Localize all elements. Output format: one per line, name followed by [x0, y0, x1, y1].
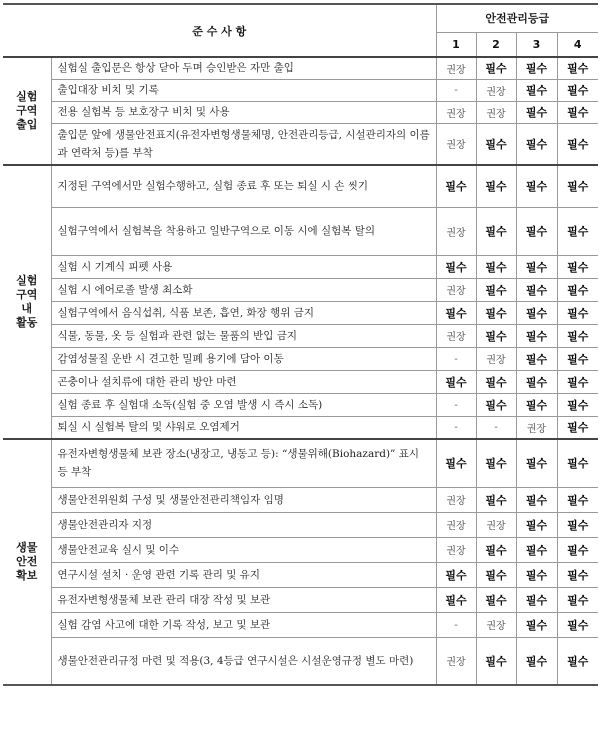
requirements-header: 준 수 사 항 [3, 4, 436, 57]
requirement-status: 필수 [525, 398, 548, 412]
requirement-status: 필수 [567, 398, 589, 412]
requirement-status: 필수 [525, 180, 548, 194]
level-4-header: 4 [557, 32, 598, 57]
requirement-status: - [454, 84, 458, 96]
requirement-row [3, 512, 598, 537]
requirement-text: 실험 종료 후 실험대 소독(실험 중 오염 발생 시 즉시 소독) [51, 393, 436, 416]
level-3-value [516, 393, 557, 416]
requirement-status: 필수 [567, 543, 589, 557]
level-4-value [557, 324, 598, 347]
level-1-value [436, 370, 476, 393]
requirement-row [3, 637, 598, 685]
requirement-status: 권장 [446, 657, 466, 669]
requirement-status: 필수 [445, 457, 467, 471]
level-1-value [436, 416, 476, 439]
level-4-value [557, 562, 598, 587]
level-4-value [557, 587, 598, 612]
level-4-value [557, 101, 598, 123]
requirement-status: 필수 [567, 137, 589, 151]
requirement-status: 권장 [446, 496, 466, 507]
level-1-value [436, 207, 476, 255]
level-3-value [516, 324, 557, 347]
requirement-status: - [454, 398, 458, 411]
level-2-value [476, 512, 516, 537]
requirement-status: 필수 [525, 375, 548, 389]
level-1-value [436, 278, 476, 301]
requirement-status: 필수 [567, 225, 589, 238]
requirement-status: 권장 [486, 521, 506, 532]
level-1-value [436, 562, 476, 587]
requirement-status: 필수 [525, 543, 548, 557]
requirement-text: 출입문 앞에 생물안전표지(유전자변형생물체명, 안전관리등급, 시설관리자의 이름과 연락처 등)를 부착 [51, 123, 436, 165]
requirement-status: 필수 [485, 283, 507, 297]
requirement-row [3, 393, 598, 416]
level-1-value [436, 324, 476, 347]
requirement-status: 필수 [567, 84, 589, 97]
requirement-status: 필수 [445, 306, 467, 320]
level-2-value [476, 101, 516, 123]
requirement-status: 권장 [486, 621, 506, 632]
requirement-status: 권장 [486, 108, 506, 120]
requirement-row [3, 278, 598, 301]
requirement-text: 유전자변형생물체 보관 장소(냉장고, 냉동고 등): “생물위해(Biohazard)” 표시 등 부착 [51, 439, 436, 487]
requirement-status: - [454, 352, 458, 365]
requirement-status: 필수 [525, 329, 548, 343]
level-3-value [516, 57, 557, 79]
requirement-text: 실험 시 기계식 피펫 사용 [51, 255, 436, 278]
level-2-value [476, 165, 516, 207]
level-4-value [557, 301, 598, 324]
level-4-value [557, 487, 598, 512]
level-3-value [516, 512, 557, 537]
requirement-row [3, 562, 598, 587]
requirement-status: 필수 [485, 543, 507, 557]
requirement-status: 필수 [445, 375, 467, 389]
requirement-status: 필수 [485, 654, 507, 668]
requirement-row [3, 370, 598, 393]
level-3-value [516, 587, 557, 612]
requirement-status: 필수 [485, 375, 507, 389]
requirement-status: 필수 [567, 457, 589, 471]
requirement-status: 권장 [486, 355, 506, 366]
requirement-text: 유전자변형생물체 보관 관리 대장 작성 및 보관 [51, 587, 436, 612]
requirement-row [3, 79, 598, 101]
requirement-text: 식물, 동물, 옷 등 실험과 관련 없는 물품의 반입 금지 [51, 324, 436, 347]
level-1-value [436, 123, 476, 165]
level-2-value [476, 439, 516, 487]
level-3-value [516, 370, 557, 393]
level-3-value [516, 562, 557, 587]
requirement-row [3, 416, 598, 439]
requirement-text: 실험실 출입문은 항상 닫아 두며 승인받은 자만 출입 [51, 57, 436, 79]
level-3-value [516, 487, 557, 512]
level-3-value [516, 278, 557, 301]
requirement-status: - [454, 421, 458, 434]
level-2-value [476, 79, 516, 101]
level-1-value [436, 57, 476, 79]
level-3-value [516, 207, 557, 255]
requirement-status: 권장 [446, 108, 466, 120]
requirement-status: 필수 [525, 225, 548, 238]
requirement-status: 필수 [567, 568, 589, 582]
level-4-value [557, 278, 598, 301]
requirement-status: 필수 [485, 137, 507, 151]
level-4-value [557, 207, 598, 255]
requirement-text: 실험구역에서 음식섭취, 식품 보존, 흡연, 화장 행위 금지 [51, 301, 436, 324]
level-2-value [476, 637, 516, 685]
requirement-status: 필수 [525, 654, 548, 668]
level-1-value [436, 612, 476, 637]
requirement-status: 필수 [525, 260, 548, 274]
requirement-row [3, 537, 598, 562]
group-label: 실험 구역 내 활동 [3, 165, 51, 439]
requirement-status: - [454, 618, 458, 631]
safety-level-header: 안전관리등급 [436, 4, 598, 32]
requirement-text: 퇴실 시 실험복 탈의 및 샤워로 오염제거 [51, 416, 436, 439]
level-4-value [557, 370, 598, 393]
requirement-status: 필수 [525, 84, 548, 97]
requirement-text: 생물안전관리규정 마련 및 적용(3, 4등급 연구시설은 시설운영규정 별도 마련) [51, 637, 436, 685]
level-2-value [476, 278, 516, 301]
requirement-status: 필수 [567, 260, 589, 274]
requirement-status: 필수 [567, 306, 589, 320]
level-3-value [516, 79, 557, 101]
requirement-status: 권장 [526, 423, 547, 435]
requirement-status: 필수 [525, 283, 548, 297]
requirement-status: 필수 [485, 329, 507, 343]
level-2-value [476, 587, 516, 612]
level-2-value [476, 393, 516, 416]
requirement-status: - [494, 421, 498, 434]
level-2-value [476, 612, 516, 637]
level-2-value [476, 370, 516, 393]
requirement-status: 필수 [485, 62, 507, 76]
level-4-value [557, 79, 598, 101]
requirement-status: 필수 [567, 421, 589, 435]
level-2-value [476, 255, 516, 278]
requirement-status: 필수 [567, 518, 589, 532]
requirement-status: 필수 [485, 180, 507, 194]
requirement-status: 필수 [567, 493, 589, 507]
requirement-row [3, 101, 598, 123]
requirement-row [3, 324, 598, 347]
requirement-row [3, 301, 598, 324]
level-1-value [436, 301, 476, 324]
level-2-value [476, 537, 516, 562]
level-3-value [516, 439, 557, 487]
requirement-row [3, 165, 598, 207]
requirement-status: 필수 [567, 618, 589, 632]
level-1-value [436, 79, 476, 101]
requirement-status: 필수 [525, 593, 548, 607]
level-1-header: 1 [436, 32, 476, 57]
level-1-value [436, 101, 476, 123]
level-3-value [516, 347, 557, 370]
level-4-value [557, 537, 598, 562]
requirement-status: 필수 [445, 593, 467, 607]
level-2-value [476, 324, 516, 347]
level-2-value [476, 57, 516, 79]
requirement-status: 권장 [446, 332, 466, 343]
requirement-status: 필수 [485, 568, 507, 582]
level-1-value [436, 255, 476, 278]
requirement-status: 필수 [445, 180, 467, 194]
requirement-text: 곤충이나 설치류에 대한 관리 방안 마련 [51, 370, 436, 393]
group-label: 생물 안전 확보 [3, 439, 51, 685]
requirement-status: 필수 [485, 260, 507, 274]
level-4-value [557, 439, 598, 487]
requirement-status: 필수 [567, 180, 589, 194]
requirement-status: 필수 [567, 106, 589, 119]
requirement-status: 필수 [525, 352, 548, 366]
requirement-status: 필수 [525, 306, 548, 320]
level-2-value [476, 347, 516, 370]
level-2-value [476, 562, 516, 587]
requirement-status: 필수 [567, 283, 589, 297]
requirement-text: 생물안전관리자 지정 [51, 512, 436, 537]
level-3-value [516, 612, 557, 637]
level-1-value [436, 637, 476, 685]
level-3-value [516, 165, 557, 207]
requirement-status: 필수 [567, 62, 589, 76]
requirement-row [3, 57, 598, 79]
level-3-header: 3 [516, 32, 557, 57]
level-2-value [476, 207, 516, 255]
level-2-value [476, 301, 516, 324]
level-1-value [436, 393, 476, 416]
requirement-row [3, 487, 598, 512]
requirement-row [3, 255, 598, 278]
requirement-status: 필수 [567, 352, 589, 366]
level-4-value [557, 393, 598, 416]
requirement-status: 필수 [567, 593, 589, 607]
level-1-value [436, 537, 476, 562]
requirement-row [3, 587, 598, 612]
requirement-text: 전용 실험복 등 보호장구 비치 및 사용 [51, 101, 436, 123]
group-label: 실험 구역 출입 [3, 57, 51, 165]
level-2-value [476, 487, 516, 512]
level-1-value [436, 587, 476, 612]
requirement-status: 필수 [525, 62, 548, 76]
requirement-status: 필수 [567, 329, 589, 343]
level-3-value [516, 101, 557, 123]
requirement-status: 권장 [446, 546, 466, 557]
level-3-value [516, 301, 557, 324]
requirement-text: 실험 감염 사고에 대한 기록 작성, 보고 및 보관 [51, 612, 436, 637]
level-1-value [436, 347, 476, 370]
requirement-status: 권장 [446, 64, 466, 76]
requirement-status: 필수 [445, 568, 467, 582]
requirement-status: 필수 [525, 106, 548, 119]
requirement-status: 필수 [485, 493, 507, 507]
requirement-status: 권장 [446, 140, 466, 152]
level-4-value [557, 123, 598, 165]
requirement-text: 생물안전교육 실시 및 이수 [51, 537, 436, 562]
level-4-value [557, 416, 598, 439]
requirement-status: 필수 [525, 493, 548, 507]
level-3-value [516, 123, 557, 165]
requirement-status: 필수 [525, 457, 548, 471]
level-2-value [476, 123, 516, 165]
requirements-body [3, 57, 598, 685]
level-4-value [557, 637, 598, 685]
requirement-status: 권장 [446, 521, 466, 532]
level-4-value [557, 512, 598, 537]
level-1-value [436, 439, 476, 487]
level-3-value [516, 255, 557, 278]
requirement-status: 필수 [567, 654, 589, 668]
requirement-status: 필수 [485, 306, 507, 320]
level-1-value [436, 487, 476, 512]
level-2-header: 2 [476, 32, 516, 57]
requirement-row [3, 439, 598, 487]
requirement-text: 출입대장 비치 및 기록 [51, 79, 436, 101]
requirement-status: 권장 [446, 227, 466, 239]
requirement-text: 생물안전위원회 구성 및 생물안전관리책임자 임명 [51, 487, 436, 512]
requirement-row [3, 207, 598, 255]
requirement-status: 필수 [485, 225, 507, 238]
requirement-status: 필수 [525, 137, 548, 151]
level-4-value [557, 255, 598, 278]
requirement-text: 감염성물질 운반 시 견고한 밀폐 용기에 담아 이동 [51, 347, 436, 370]
level-1-value [436, 165, 476, 207]
requirement-text: 지정된 구역에서만 실험수행하고, 실험 종료 후 또는 퇴실 시 손 씻기 [51, 165, 436, 207]
level-1-value [436, 512, 476, 537]
level-3-value [516, 637, 557, 685]
requirement-status: 필수 [525, 518, 548, 532]
requirement-status: 필수 [485, 593, 507, 607]
requirement-status: 필수 [485, 457, 507, 471]
requirement-row [3, 347, 598, 370]
level-4-value [557, 612, 598, 637]
level-2-value [476, 416, 516, 439]
requirement-status: 필수 [525, 618, 548, 632]
requirement-text: 실험 시 에어로졸 발생 최소화 [51, 278, 436, 301]
level-4-value [557, 57, 598, 79]
requirement-status: 필수 [567, 375, 589, 389]
level-4-value [557, 165, 598, 207]
requirement-row [3, 612, 598, 637]
requirement-status: 필수 [445, 260, 467, 274]
biosafety-requirements-table [3, 3, 598, 686]
requirement-status: 필수 [485, 398, 507, 412]
requirement-text: 연구시설 설치 · 운영 관련 기록 관리 및 유지 [51, 562, 436, 587]
level-4-value [557, 347, 598, 370]
level-3-value [516, 416, 557, 439]
level-3-value [516, 537, 557, 562]
requirement-row [3, 123, 598, 165]
requirement-status: 필수 [525, 568, 548, 582]
requirement-status: 권장 [486, 86, 506, 98]
requirement-status: 권장 [446, 286, 466, 297]
requirement-text: 실험구역에서 실험복을 착용하고 일반구역으로 이동 시에 실험복 탈의 [51, 207, 436, 255]
